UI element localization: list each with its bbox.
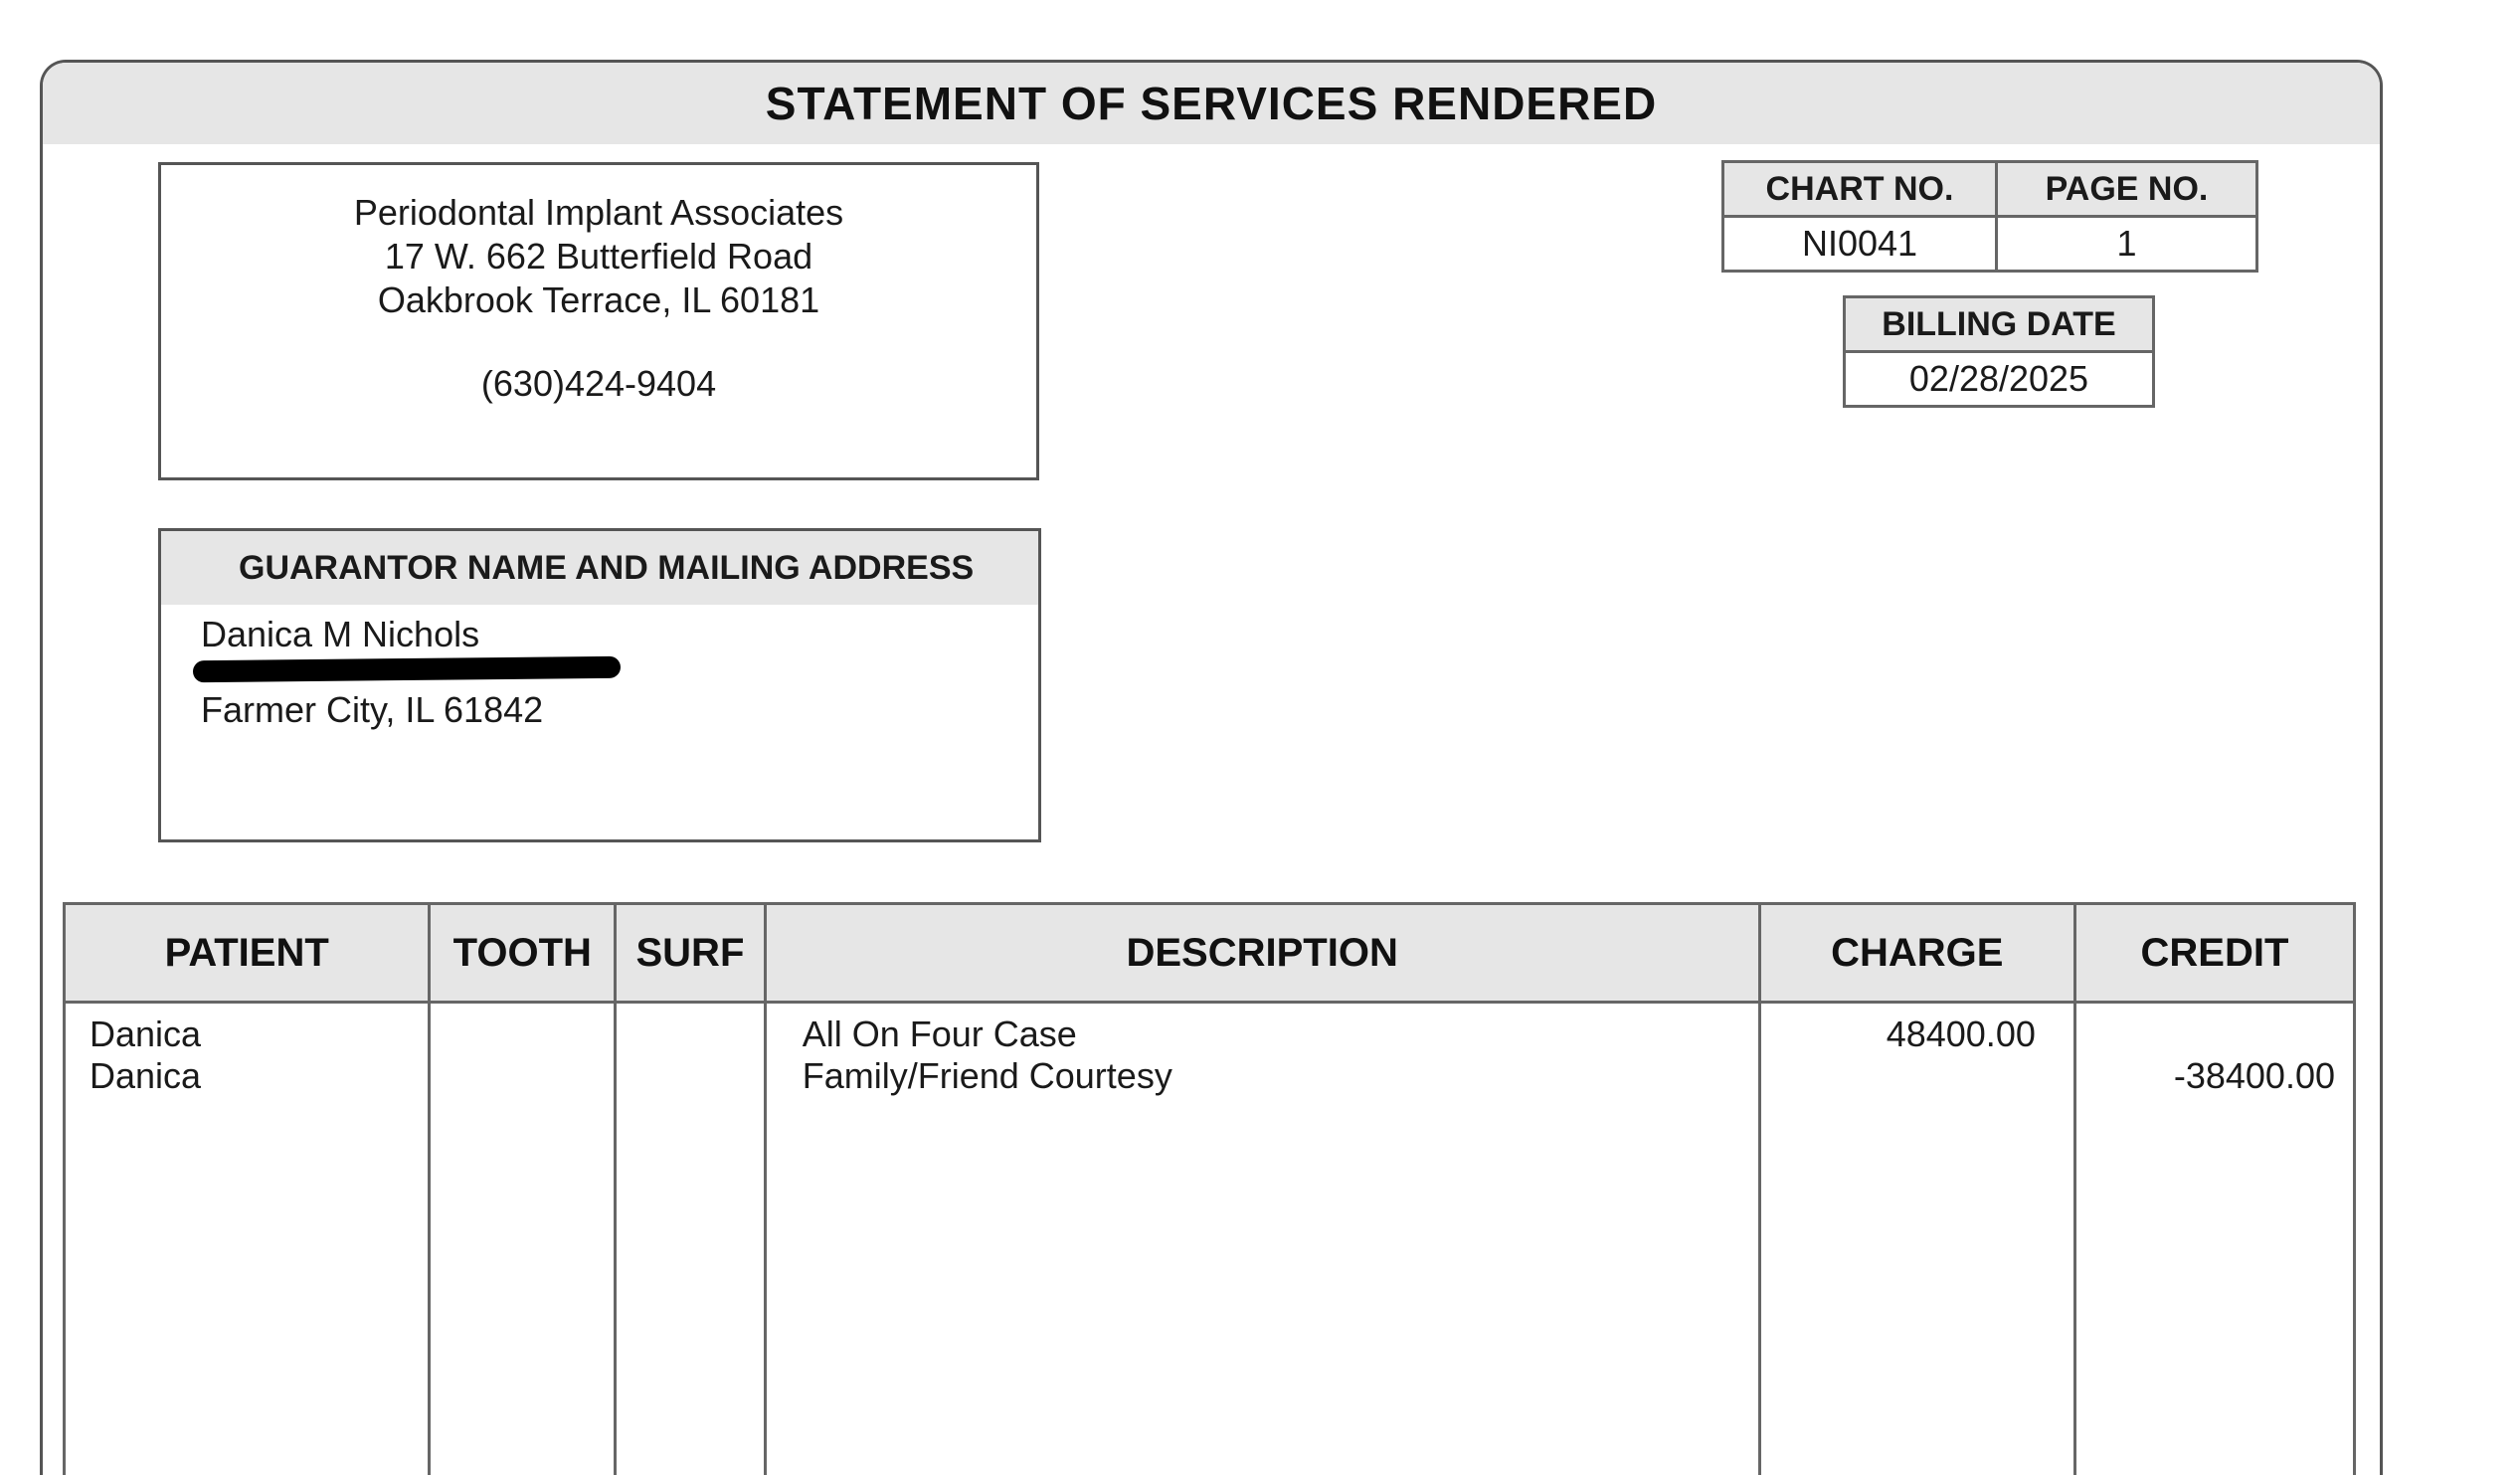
table-row-charge: 48400.00 [1762, 1014, 2036, 1055]
chart-page-table [1721, 160, 2258, 273]
column-header-surf: SURF [616, 904, 766, 1003]
guarantor-heading: GUARANTOR NAME AND MAILING ADDRESS [161, 531, 1038, 605]
chart-no-label: CHART NO. [1723, 162, 1997, 217]
practice-city-state-zip: Oakbrook Terrace, IL 60181 [161, 278, 1036, 322]
statement-document [40, 60, 2383, 1475]
surf-column [616, 1003, 766, 1475]
billing-date-table [1843, 295, 2155, 408]
guarantor-box [158, 528, 1041, 842]
billing-date-value: 02/28/2025 [1845, 352, 2154, 407]
practice-phone: (630)424-9404 [161, 362, 1036, 406]
statement-header [43, 63, 2380, 144]
practice-address-box [158, 162, 1039, 480]
column-header-charge: CHARGE [1759, 904, 2074, 1003]
practice-street: 17 W. 662 Butterfield Road [161, 235, 1036, 278]
services-table [63, 902, 2356, 1475]
redacted-street-address [193, 656, 621, 683]
guarantor-city-state-zip: Farmer City, IL 61842 [201, 688, 1038, 732]
billing-date-label: BILLING DATE [1845, 297, 2154, 352]
page-no-label: PAGE NO. [1997, 162, 2257, 217]
services-header-row [65, 904, 2355, 1003]
column-header-credit: CREDIT [2074, 904, 2354, 1003]
credit-column [2074, 1003, 2354, 1475]
practice-name: Periodontal Implant Associates [161, 191, 1036, 235]
statement-title: STATEMENT OF SERVICES RENDERED [766, 77, 1657, 130]
column-header-description: DESCRIPTION [765, 904, 1759, 1003]
table-row-patient: Danica [90, 1055, 427, 1097]
column-header-patient: PATIENT [65, 904, 430, 1003]
table-row-description: Family/Friend Courtesy [803, 1055, 1757, 1097]
chart-no-value: NI0041 [1723, 217, 1997, 272]
services-body-row [65, 1003, 2355, 1475]
guarantor-name: Danica M Nichols [201, 613, 1038, 656]
page-no-value: 1 [1997, 217, 2257, 272]
table-row-credit: -38400.00 [2077, 1055, 2335, 1097]
patient-column [65, 1003, 430, 1475]
description-column [765, 1003, 1759, 1475]
table-row-description: All On Four Case [803, 1014, 1757, 1055]
table-row-patient: Danica [90, 1014, 427, 1055]
column-header-tooth: TOOTH [430, 904, 616, 1003]
tooth-column [430, 1003, 616, 1475]
charge-column [1759, 1003, 2074, 1475]
